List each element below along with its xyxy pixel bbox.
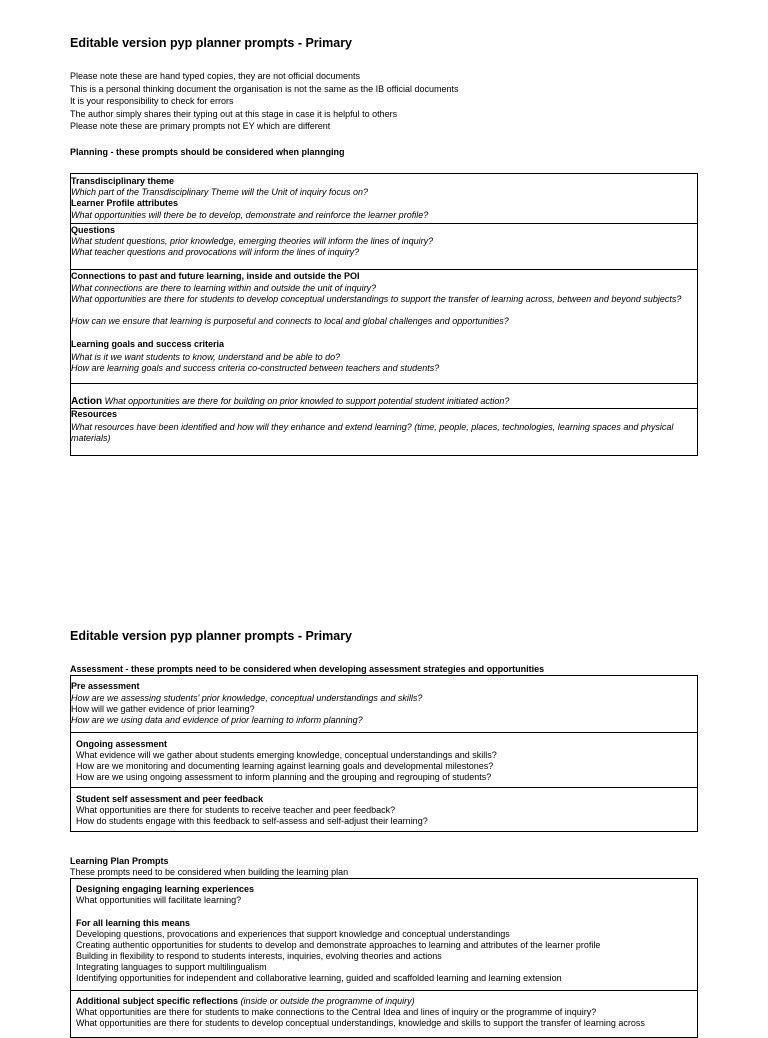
connections-prompt: What connections are there to learning within and outside the unit of inquiry?: [71, 283, 377, 293]
action-row: [71, 396, 509, 407]
list-item: Developing questions, provocations and experiences that support knowledge and conceptual understandings: [76, 929, 510, 939]
goals-prompt: What is it we want students to know, understand and be able to do?: [71, 352, 341, 362]
questions-prompt: What teacher questions and provocations will inform the lines of inquiry?: [71, 247, 360, 257]
connections-cell: [71, 269, 697, 384]
assessment-table: [70, 675, 698, 832]
additional-reflections-cell: [71, 990, 697, 1038]
list-item: Building in flexibility to respond to students interests, inquiries, evolving theories and actions: [76, 951, 442, 961]
planning-table: [70, 173, 698, 456]
self-assessment-prompt: What opportunities are there for students to receive teacher and peer feedback?: [76, 805, 396, 815]
intro-line: It is your responsibility to check for errors: [70, 96, 234, 106]
resources-cell: [71, 408, 697, 457]
intro-line: Please note these are hand typed copies, they are not official documents: [70, 71, 361, 81]
designing-heading: Designing engaging learning experiences: [76, 884, 255, 894]
resources-prompt: What resources have been identified and how will they enhance and extend learning? (time, people, places, technologies, learning spaces and physical materials): [71, 422, 674, 443]
learning-plan-heading: Learning Plan Prompts: [70, 856, 169, 866]
theme-prompt: Which part of the Transdisciplinary Theme will the Unit of inquiry focus on?: [71, 187, 368, 197]
questions-heading: Questions: [71, 225, 116, 235]
goals-prompt: How are learning goals and success criteria co-constructed between teachers and students?: [71, 363, 440, 373]
self-assessment-cell: [71, 787, 697, 833]
ongoing-prompt: What evidence will we gather about students emerging knowledge, conceptual understandings and skills?: [76, 750, 497, 760]
resources-heading: Resources: [71, 409, 118, 419]
goals-heading: Learning goals and success criteria: [71, 339, 225, 349]
ongoing-assessment-cell: [71, 732, 697, 788]
learning-plan-table: [70, 878, 698, 1038]
designing-cell: [71, 879, 697, 990]
list-item: Creating authentic opportunities for students to develop and demonstrate approaches to learning and attributes of the learner profile: [76, 940, 601, 950]
learning-plan-subheading: These prompts need to be considered when building the learning plan: [70, 867, 349, 877]
self-assessment-heading: Student self assessment and peer feedback: [76, 794, 264, 804]
intro-line: The author simply shares their typing out at this stage in case it is helpful to others: [70, 108, 398, 119]
intro-line: This is a personal thinking document the organisation is not the same as the IB official documents: [70, 83, 459, 94]
connections-heading: Connections to past and future learning, inside and outside the POI: [71, 271, 360, 281]
additional-heading-row: [76, 996, 415, 1007]
list-item: Identifying opportunities for independent and collaborative learning, guided and scaffolded learning and learning extension: [76, 973, 562, 983]
connections-prompt: How can we ensure that learning is purposeful and connects to local and global challenges and opportunities?: [71, 316, 509, 326]
pre-assessment-cell: [71, 676, 697, 732]
theme-heading: Transdisciplinary theme: [71, 176, 175, 186]
ongoing-heading: Ongoing assessment: [76, 739, 168, 749]
additional-prompt: What opportunities are there for students to develop conceptual understandings, knowledge and skills to support the transfer of learning across: [76, 1018, 645, 1028]
pre-assessment-prompt: How are we assessing students' prior knowledge, conceptual understandings and skills?: [71, 693, 423, 703]
profile-prompt: What opportunities will there be to develop, demonstrate and reinforce the learner profile?: [71, 210, 429, 220]
pre-assessment-heading: Pre assessment: [71, 681, 140, 691]
list-item: Integrating languages to support multilingualism: [76, 962, 267, 972]
questions-prompt: What student questions, prior knowledge, emerging theories will inform the lines of inquiry?: [71, 236, 434, 246]
page-title: Editable version pyp planner prompts - Primary: [70, 629, 353, 643]
questions-cell: [71, 223, 697, 270]
ongoing-prompt: How are we using ongoing assessment to inform planning and the grouping and regrouping of students?: [76, 772, 492, 782]
intro-line: Please note these are primary prompts not EY which are different: [70, 121, 331, 131]
theme-cell: [71, 174, 697, 223]
connections-prompt: What opportunities are there for students to develop conceptual understandings to support the transfer of learning across, between and beyond subjects?: [71, 294, 682, 304]
action-cell: [71, 383, 697, 409]
assessment-heading: Assessment - these prompts need to be considered when developing assessment strategies and opportunities: [70, 664, 545, 674]
pre-assessment-prompt: How will we gather evidence of prior learning?: [71, 704, 255, 714]
self-assessment-prompt: How do students engage with this feedback to self-assess and self-adjust their learning?: [76, 816, 428, 826]
additional-heading-note: (inside or outside the programme of inquiry): [240, 996, 415, 1006]
pre-assessment-prompt: How are we using data and evidence of prior learning to inform planning?: [71, 715, 363, 725]
additional-prompt: What opportunities are there for students to make connections to the Central Idea and lines of inquiry or the programme of inquiry?: [76, 1007, 597, 1017]
action-prompt: What opportunities are there for building on prior knowled to support potential student initiated action?: [104, 396, 510, 406]
designing-prompt: What opportunities will facilitate learning?: [76, 895, 242, 905]
additional-heading: Additional subject specific reflections: [76, 996, 239, 1006]
all-learning-heading: For all learning this means: [76, 918, 191, 928]
intro-notes: [70, 70, 459, 133]
page-title: Editable version pyp planner prompts - Primary: [70, 36, 353, 50]
profile-heading: Learner Profile attributes: [71, 198, 179, 208]
ongoing-prompt: How are we monitoring and documenting learning against learning goals and developmental milestones?: [76, 761, 494, 771]
planning-heading: Planning - these prompts should be considered when plannging: [70, 147, 345, 157]
action-heading: Action: [71, 396, 103, 407]
